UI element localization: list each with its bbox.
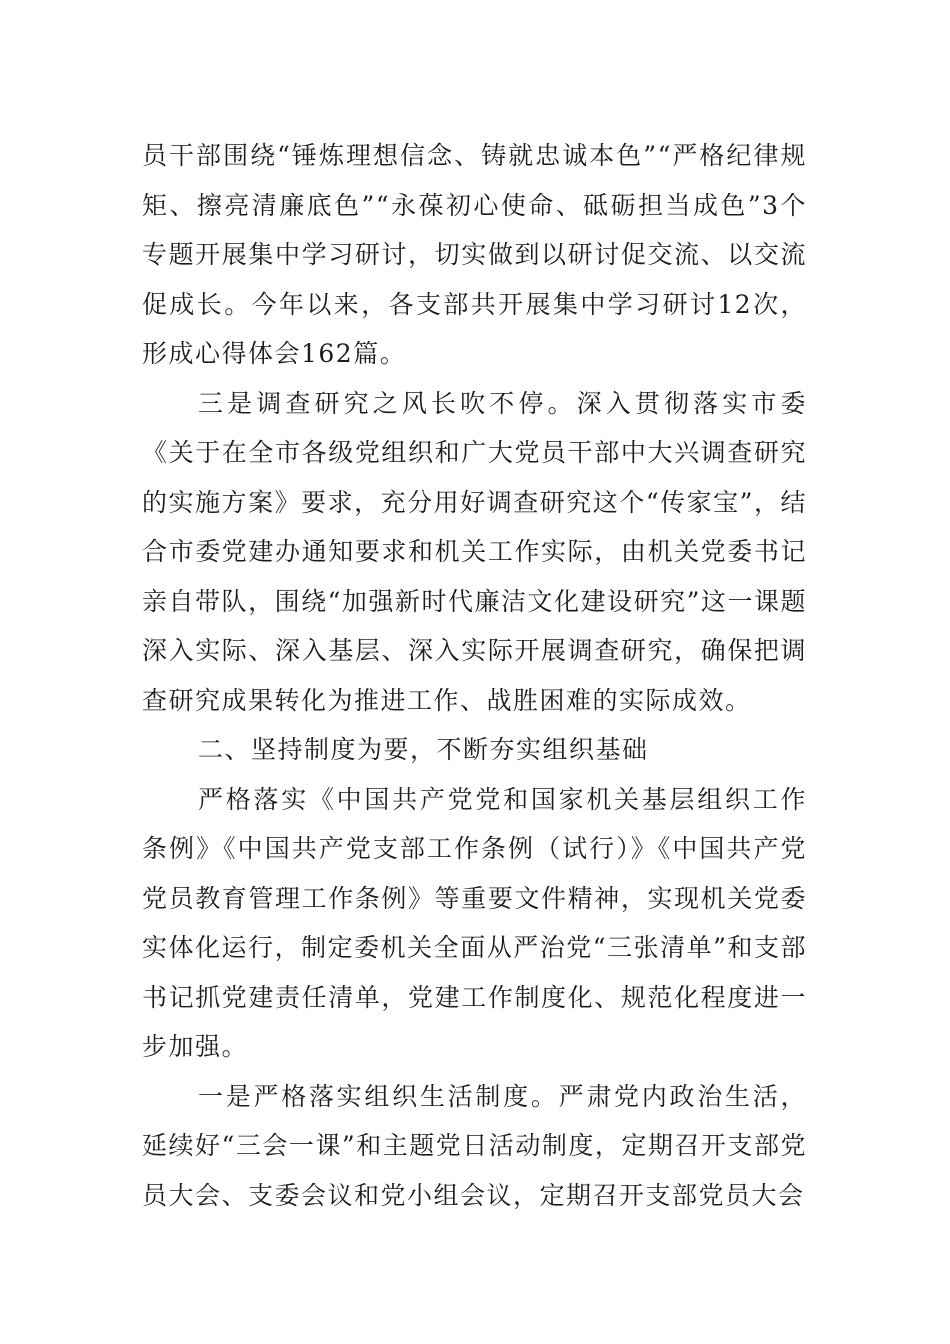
paragraph-organization-life: 一是严格落实组织生活制度。严肃党内政治生活，延续好“三会一课”和主题党日活动制度，定期召开支部党员大会、支委会议和党小组会议，定期召开支部党员大会: [142, 1081, 807, 1210]
paragraph-regulations: 严格落实《中国共产党党和国家机关基层组织工作条例》《中国共产党支部工作条例（试行）》《中国共产党党员教育管理工作条例》等重要文件精神，实现机关党委实体化运行，制定委机关全面从严治党“三张清单”和支部书记抓党建责任清单，党建工作制度化、规范化程度进一步加强。: [142, 784, 807, 1061]
paragraph-survey-research: 三是调查研究之风长吹不停。深入贯彻落实市委《关于在全市各级党组织和广大党员干部中大兴调查研究的实施方案》要求，充分用好调查研究这个“传家宝”，结合市委党建办通知要求和机关工作实际，由机关党委书记亲自带队，围绕“加强新时代廉洁文化建设研究”这一课题深入实际、深入基层、深入实际开展调查研究，确保把调查研究成果转化为推进工作、战胜困难的实际成效。: [142, 388, 807, 715]
section-heading-system: 二、坚持制度为要，不断夯实组织基础: [198, 735, 649, 764]
paragraph-continuation: 员干部围绕“锤炼理想信念、铸就忠诚本色”“严格纪律规矩、擦亮清廉底色”“永葆初心使命、砥砺担当成色”3个专题开展集中学习研讨，切实做到以研讨促交流、以交流促成长。今年以来，各支部共开展集中学习研讨12次，形成心得体会162篇。: [142, 141, 807, 368]
document-body: [142, 131, 807, 1220]
